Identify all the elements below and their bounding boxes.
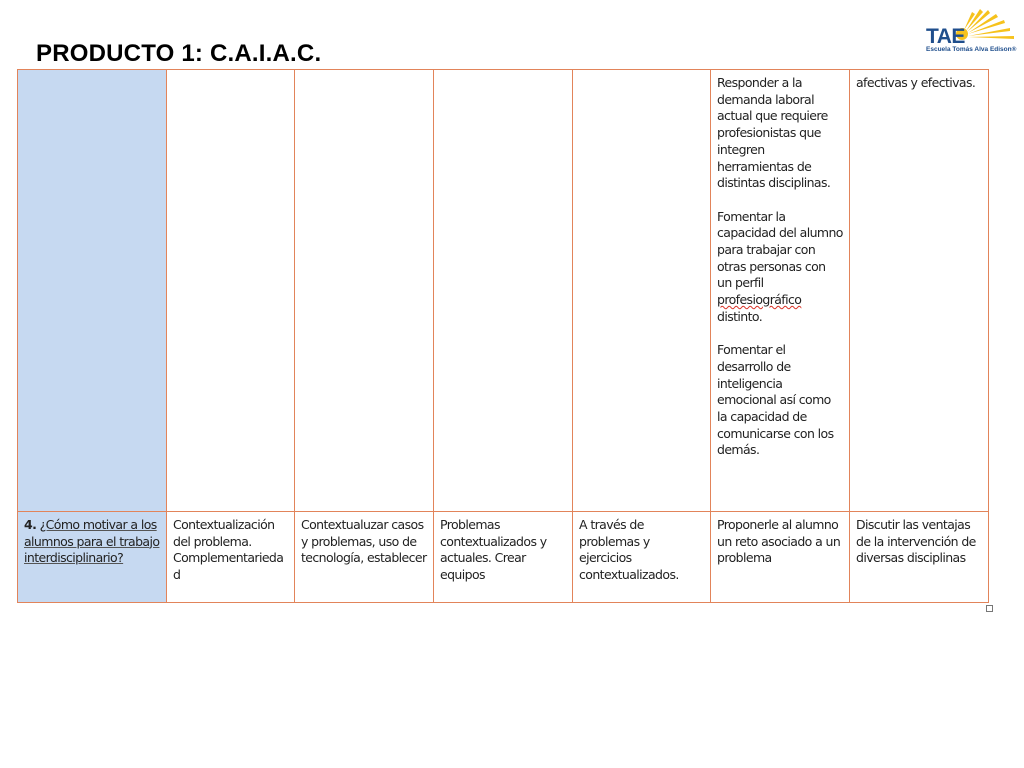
table-cell: Proponerle al alumno un reto asociado a un problema — [711, 512, 850, 603]
question-number: 4. — [24, 517, 37, 532]
page-title: PRODUCTO 1: C.A.I.A.C. — [36, 40, 322, 67]
table-row — [18, 70, 989, 512]
spellcheck-flagged-word: profesiográfico — [717, 292, 802, 308]
table-resize-handle[interactable] — [986, 605, 993, 612]
objective-text: distinto. — [717, 308, 763, 324]
question-text: ¿Cómo motivar a los alumnos para el trabajo interdisciplinario? — [24, 517, 160, 566]
objective-text: Fomentar la capacidad del alumno para trabajar con otras personas con un perfil — [717, 208, 843, 291]
table-cell: Discutir las ventajas de la intervención de diversas disciplinas — [850, 512, 989, 603]
table-row — [18, 512, 989, 603]
table-cell: Contextualuzar casos y problemas, uso de tecnología, establecer — [295, 512, 434, 603]
question-cell-empty — [18, 70, 167, 512]
table-cell — [573, 70, 711, 512]
objective-paragraph: Fomentar el desarrollo de inteligencia emocional así como la capacidad de comunicarse con los demás. — [717, 342, 834, 458]
table-cell: Contextualización del problema. Complementariedad — [167, 512, 295, 603]
tae-logo — [924, 4, 1020, 56]
objectives-cell — [711, 70, 850, 512]
table-cell: afectivas y efectivas. — [850, 70, 989, 512]
logo-mark: TAE — [926, 25, 965, 48]
table-cell — [434, 70, 573, 512]
logo-subtitle: Escuela Tomás Alva Edison® — [926, 46, 1017, 53]
objective-paragraph: Responder a la demanda laboral actual que requiere profesionistas que integren herramientas de distintas disciplinas. — [717, 75, 831, 191]
question-cell — [18, 512, 167, 603]
table-cell: A través de problemas y ejercicios contextualizados. — [573, 512, 711, 603]
objective-paragraph — [717, 209, 843, 326]
table-cell: Problemas contextualizados y actuales. Crear equipos — [434, 512, 573, 603]
caiac-table — [17, 69, 989, 603]
table-cell — [167, 70, 295, 512]
table-cell — [295, 70, 434, 512]
